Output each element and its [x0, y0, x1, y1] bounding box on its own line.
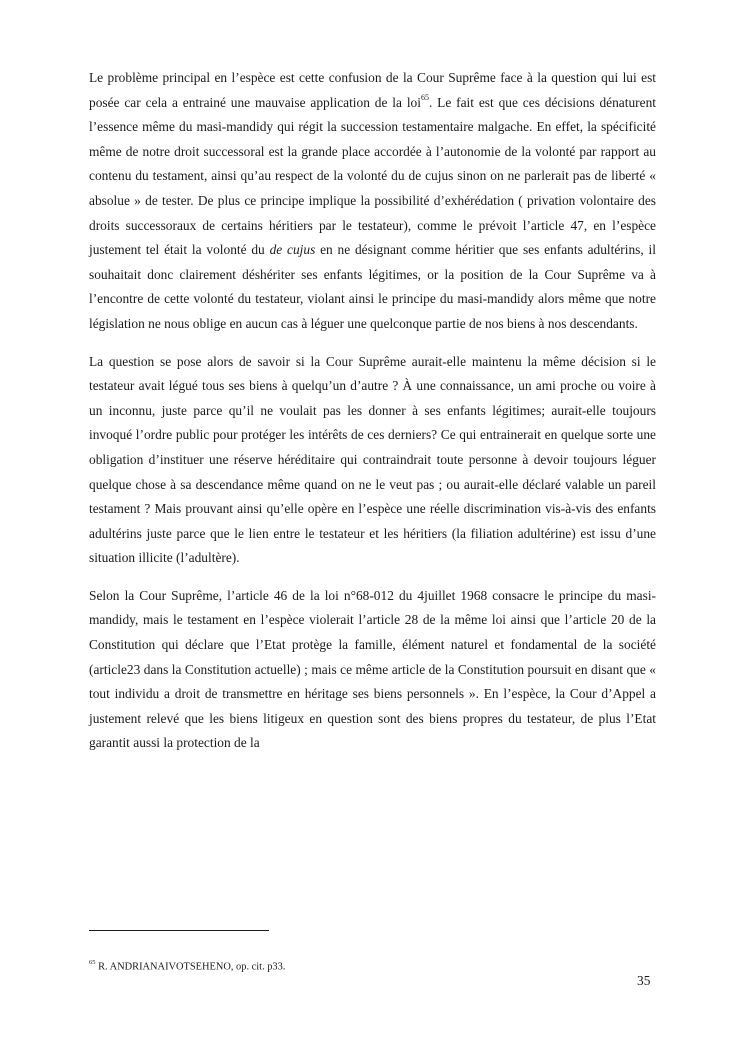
paragraph-1-italic-term: de cujus [269, 242, 316, 258]
footnote-reference-65[interactable]: 65 [420, 93, 429, 103]
paragraph-1-text-a: Le problème principal en l’espèce est cette confusion de la Cour Suprême face à la question qui lui est posée car cela a entrainé une mauvaise application de la loi [89, 70, 656, 110]
page-number: 35 [637, 973, 651, 988]
paragraph-1-text-c: en ne désignant comme héritier que ses enfants adultérins, il souhaitait donc clairement déshériter ses enfants légitimes, or la position de la Cour Suprême va à l’encontre de cette volonté du testateur, violant ainsi le principe du masi-mandidy alors même que notre législation ne nous oblige en aucun cas à léguer une quelconque partie de nos biens à nos descendants. [89, 242, 656, 331]
paragraph-1 [89, 66, 656, 337]
paragraph-1-text-b: . Le fait est que ces décisions dénaturent l’essence même du masi-mandidy qui régit la succession testamentaire malgache. En effet, la spécificité même de notre droit successoral est la grande place accordée à l’autonomie de la volonté par rapport au contenu du testament, ainsi qu’au respect de la volonté du de cujus sinon on ne parlerait pas de liberté « absolue » de tester. De plus ce principe implique la possibilité d’exhérédation ( privation volontaire des droits successoraux de certains héritiers par le testateur), comme le prévoit l’article 47, en l’espèce justement tel était la volonté du [89, 94, 656, 258]
footnote-number: 65 [89, 959, 96, 966]
paragraph-3: Selon la Cour Suprême, l’article 46 de la loi n°68-012 du 4juillet 1968 consacre le principe du masi-mandidy, mais le testament en l’espèce violerait l’article 28 de la même loi ainsi que l’article 20 de la Constitution qui déclare que l’Etat protège la famille, élément naturel et fondamental de la société (article23 dans la Constitution actuelle) ; mais ce même article de la Constitution poursuit en disant que « tout individu a droit de transmettre en héritage ses biens personnels ». En l’espèce, la Cour d’Appel a justement relevé que les biens litigeux en question sont des biens propres du testateur, de plus l’Etat garantit aussi la protection de la [89, 587, 656, 751]
footnote [89, 957, 285, 974]
footnote-text: R. ANDRIANAIVOTSEHENO, op. cit. p33. [95, 961, 286, 973]
paragraph-2: La question se pose alors de savoir si la Cour Suprême aurait-elle maintenu la même décision si le testateur avait légué tous ses biens à quelqu’un d’autre ? À une connaissance, un ami proche ou voire à un inconnu, juste parce qu’il ne voulait pas les donner à ses enfants légitimes; aurait-elle toujours invoqué l’ordre public pour protéger les intérêts de ces derniers? Ce qui entrainerait en quelque sorte une obligation d’instituer une réserve héréditaire qui contraindrait toute personne à devoir toujours léguer quelque chose à sa descendance même quand on ne le veut pas ; ou aurait-elle déclaré valable un pareil testament ? Mais prouvant ainsi qu’elle opère en l’espèce une réelle discrimination vis-à-vis des enfants adultérins juste parce que le lien entre le testateur et les héritiers (la filiation adultérine) est issu d’une situation illicite (l’adultère). [89, 353, 656, 566]
footnote-separator [89, 930, 269, 931]
document-body [89, 66, 656, 769]
